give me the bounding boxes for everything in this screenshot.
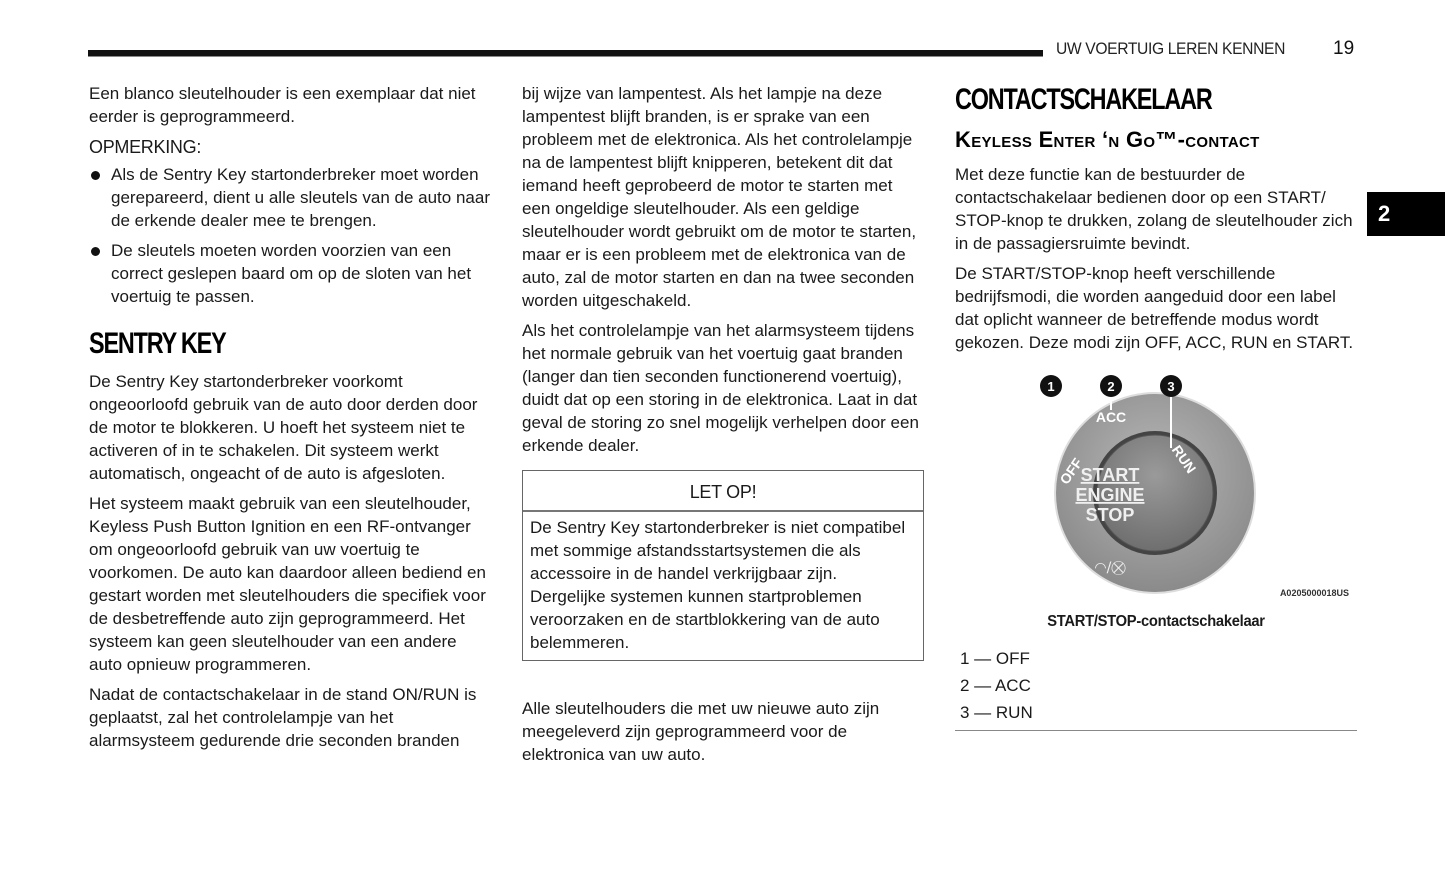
figure-legend (955, 645, 1357, 731)
legend-item: 3 — RUN (960, 703, 1033, 722)
svg-text:3: 3 (1167, 379, 1175, 394)
note-bullets (89, 163, 494, 308)
paragraph: Nadat de contactschakelaar in de stand ON/RUN is geplaatst, zal het controlelampje van het alarmsysteem gedurende drie seconden branden (89, 685, 477, 750)
button-text-engine: ENGINE (1075, 485, 1145, 505)
acc-label: ACC (1095, 409, 1127, 425)
heading-contactschakelaar: CONTACTSCHAKELAAR (955, 83, 1212, 116)
auto-stop-icon: ◠/⛒ (1094, 560, 1126, 576)
bullet-item: Als de Sentry Key startonderbreker moet worden gerepareerd, dient u alle sleutels van de auto naar de erkende dealer mee te brengen. (89, 163, 494, 232)
callout-2 (1100, 375, 1122, 397)
heading-sentry-key: SENTRY KEY (89, 327, 226, 360)
paragraph: Het systeem maakt gebruik van een sleutelhouder, Keyless Push Button Ignition en een RF-ontvanger om ongeoorloofd gebruik van uw voertuig te voorkomen. De auto kan daardoor alleen bediend en gestart worden met sleutelhouders die specifiek voor de desbetreffende auto zijn geprogrammeerd. Het systeem kan geen sleutelhouder van een andere auto opnieuw programmeren. (89, 494, 486, 674)
legend-item: 2 — ACC (960, 676, 1031, 695)
start-stop-figure (955, 368, 1357, 608)
callout-3 (1160, 375, 1182, 397)
note-label: OPMERKING: (89, 137, 202, 157)
paragraph: De START/STOP-knop heeft verschillende bedrijfsmodi, die worden aangeduid door een label dat oplicht wanneer de betreffende modus wordt gekozen. Deze modi zijn OFF, ACC, RUN en START. (955, 264, 1354, 352)
column-3 (955, 82, 1357, 731)
paragraph: De Sentry Key startonderbreker voorkomt ongeoorloofd gebruik van de auto door derden door de motor te blokkeren. U hoeft het systeem niet te activeren of in te schakelen. Dit systeem werkt automatisch, ongeacht of de auto is afgesloten. (89, 372, 478, 483)
paragraph: Met deze functie kan de bestuurder de contactschakelaar bedienen door op een START/ STOP-knop te drukken, zolang de sleutelhouder zich in de passagiersruimte bevindt. (955, 165, 1353, 253)
paragraph: bij wijze van lampentest. Als het lampje na deze lampentest blijft branden, is er sprake van een probleem met de elektronica. Als het controlelampje na de lampentest blijft knipperen, betekent dit dat iemand heeft geprobeerd de motor te starten met een ongeldige sleutelhouder. Als een geldige sleutelhouder wordt gebruikt om de motor te starten, maar er is een probleem met de elektronica van de auto, zal de motor starten en dan na twee seconden worden uitgeschakeld. (522, 84, 917, 310)
legend-item: 1 — OFF (960, 649, 1030, 668)
caution-box (522, 470, 924, 661)
run-label: RUN (1168, 442, 1200, 477)
callout-1 (1040, 375, 1062, 397)
figure-caption: START/STOP-contactschakelaar (1047, 613, 1265, 630)
caution-title: LET OP! (523, 471, 923, 512)
start-stop-button-illustration (1035, 368, 1275, 608)
column-2 (522, 82, 924, 773)
chapter-tab[interactable]: 2 (1367, 192, 1445, 236)
bullet-item: De sleutels moeten worden voorzien van een correct geslepen baard om op de sloten van het voertuig te passen. (89, 239, 494, 308)
subheading-keyless-enter-n-go: Keyless Enter ‘n Go™-contact (955, 127, 1260, 152)
off-label: OFF (1056, 455, 1086, 488)
button-text-stop: STOP (1085, 505, 1135, 525)
figure-code: A0205000018US (1279, 588, 1349, 598)
intro-paragraph: Een blanco sleutelhouder is een exemplaar dat niet eerder is geprogrammeerd. (89, 84, 476, 126)
column-1 (89, 82, 494, 759)
svg-text:1: 1 (1047, 379, 1055, 394)
paragraph: Als het controlelampje van het alarmsysteem tijdens het normale gebruik van het voertuig gaat branden (langer dan tien seconden functionerend voertuig), duidt dat op een storing in de elektronica. Laat in dat geval de storing zo snel mogelijk verhelpen door een erkende dealer. (522, 321, 919, 455)
section-title: UW VOERTUIG LEREN KENNEN (1056, 39, 1285, 58)
page-number: 19 (1333, 38, 1355, 59)
button-text-start: START (1080, 465, 1140, 485)
caution-body: De Sentry Key startonderbreker is niet compatibel met sommige afstandsstartsystemen die als accessoire in de handel verkrijgbaar zijn. Dergelijke systemen kunnen startproblemen veroorzaken en de startblokkering van de auto belemmeren. (530, 518, 906, 652)
svg-text:2: 2 (1107, 379, 1115, 394)
closing-paragraph: Alle sleutelhouders die met uw nieuwe auto zijn meegeleverd zijn geprogrammeerd voor de elektronica van uw auto. (522, 699, 880, 764)
header-rule (88, 50, 1043, 57)
